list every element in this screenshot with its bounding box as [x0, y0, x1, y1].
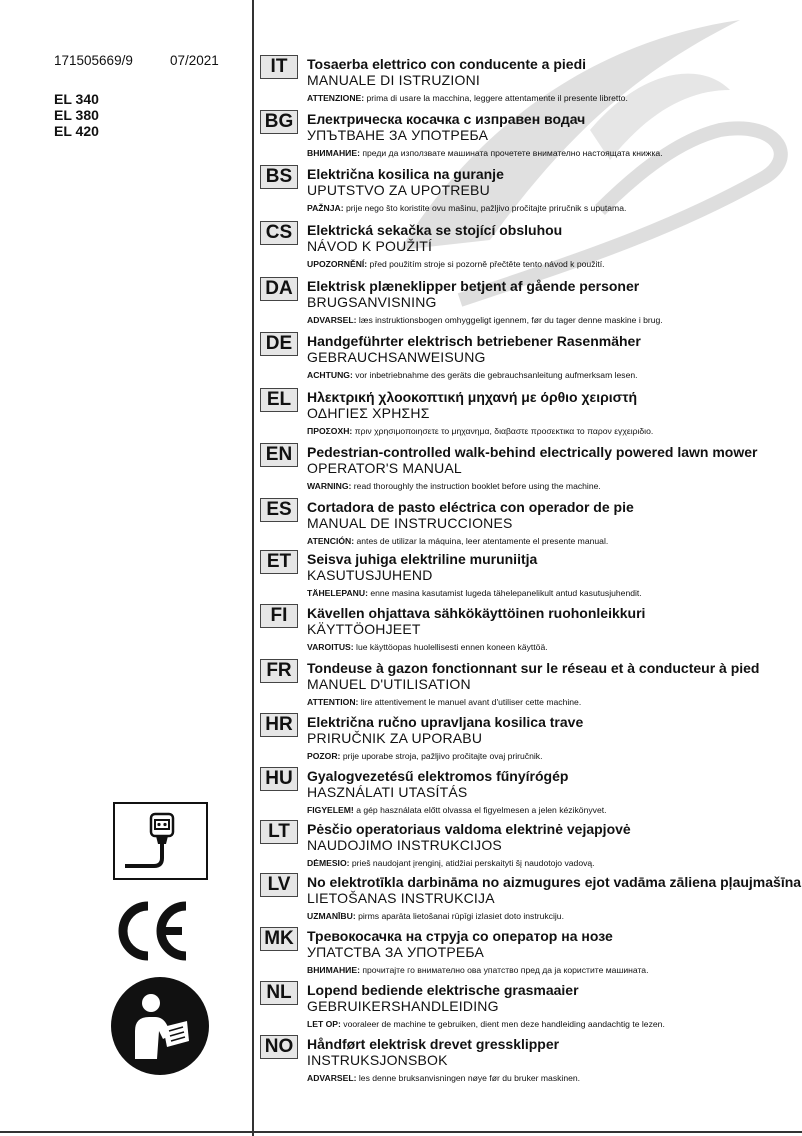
language-warning: [307, 259, 605, 269]
warning-text: antes de utilizar la máquina, leer atentamente el presente manual.: [356, 536, 609, 546]
language-warning: [307, 536, 608, 546]
language-warning: [307, 751, 542, 761]
language-title: Håndført elektrisk drevet gressklipper: [307, 1036, 560, 1052]
warning-label: UPOZORNĚNÍ:: [307, 259, 368, 269]
warning-text: les denne bruksanvisningen nøye før du bruker maskinen.: [358, 1073, 581, 1083]
language-block-hr: [260, 713, 800, 767]
language-subtitle: MANUEL D'UTILISATION: [307, 676, 471, 692]
warning-text: enne masina kasutamist lugeda tähelepanelikult antud kasutusjuhendit.: [370, 588, 642, 598]
bottom-divider: [0, 1131, 802, 1133]
warning-label: ATTENZIONE:: [307, 93, 365, 103]
language-warning: [307, 481, 601, 491]
warning-text: prije nego što koristite ovu mašinu, pažljivo pročitajte priručnik s uputama.: [346, 203, 627, 213]
model-item: EL 420: [54, 123, 99, 139]
language-warning: [307, 315, 663, 325]
language-title: Pėsčio operatoriaus valdoma elektrinė vejapjovė: [307, 821, 631, 837]
language-title: Lopend bediende elektrische grasmaaier: [307, 982, 579, 998]
language-warning: [307, 588, 642, 598]
warning-label: PAŽNJA:: [307, 203, 344, 213]
document-date: 07/2021: [170, 53, 219, 68]
warning-text: prieš naudojant įrenginį, atidžiai perskaityti šį naudotojo vadovą.: [351, 858, 595, 868]
language-code-badge: MK: [260, 927, 298, 951]
warning-label: WARNING:: [307, 481, 352, 491]
ce-mark-icon: [112, 898, 192, 964]
language-title: Električna kosilica na guranje: [307, 166, 504, 182]
warning-label: ACHTUNG:: [307, 370, 353, 380]
language-title: Cortadora de pasto eléctrica con operador de pie: [307, 499, 634, 515]
language-warning: [307, 1019, 665, 1029]
language-code-badge: ES: [260, 498, 298, 522]
warning-text: lire attentivement le manuel avant d'utiliser cette machine.: [360, 697, 582, 707]
language-warning: [307, 1073, 580, 1083]
language-subtitle: UPUTSTVO ZA UPOTREBU: [307, 182, 490, 198]
warning-text: pirms aparāta lietošanai rūpīgi izlasiet doto instrukciju.: [358, 911, 564, 921]
language-code-badge: FR: [260, 659, 298, 683]
language-code-badge: CS: [260, 221, 298, 245]
warning-text: a gép használata előtt olvassa el figyelmesen a jelen kézikönyvet.: [356, 805, 607, 815]
language-title: No elektrotīkla darbināma no aizmugures ejot vadāma zāliena pļaujmašīna: [307, 874, 802, 890]
language-warning: [307, 203, 626, 213]
warning-label: FIGYELEM!: [307, 805, 354, 815]
language-subtitle: PRIRUČNIK ZA UPORABU: [307, 730, 483, 746]
warning-label: UZMANĪBU:: [307, 911, 356, 921]
warning-text: read thoroughly the instruction booklet before using the machine.: [353, 481, 601, 491]
language-subtitle: NAUDOJIMO INSTRUKCIJOS: [307, 837, 502, 853]
language-subtitle: BRUGSANVISNING: [307, 294, 437, 310]
language-block-da: [260, 277, 800, 331]
language-block-et: [260, 550, 800, 604]
language-title: Електрическа косачка с изправен водач: [307, 111, 586, 127]
warning-label: ATTENTION:: [307, 697, 359, 707]
language-subtitle: УПЪТВАНЕ ЗА УПОТРЕБА: [307, 127, 489, 143]
language-title: Gyalogvezetésű elektromos fűnyírógép: [307, 768, 569, 784]
warning-label: ADVARSEL:: [307, 315, 357, 325]
language-block-cs: [260, 221, 800, 275]
language-title: Pedestrian-controlled walk-behind electrically powered lawn mower: [307, 444, 758, 460]
language-subtitle: NÁVOD K POUŽITÍ: [307, 238, 433, 254]
warning-text: læs instruktionsbogen omhyggeligt igennem, før du tager denne maskine i brug.: [358, 315, 663, 325]
language-title: Elektrická sekačka se stojící obsluhou: [307, 222, 563, 238]
language-title: Električna ručno upravljana kosilica trave: [307, 714, 584, 730]
language-code-badge: IT: [260, 55, 298, 79]
warning-label: VAROITUS:: [307, 642, 354, 652]
model-item: EL 380: [54, 107, 99, 123]
language-title: Seisva juhiga elektriline muruniitja: [307, 551, 538, 567]
language-code-badge: LT: [260, 820, 298, 844]
language-code-badge: EL: [260, 388, 298, 412]
language-block-bg: [260, 110, 800, 164]
electric-plug-icon: [113, 802, 208, 880]
language-subtitle: GEBRUIKERSHANDLEIDING: [307, 998, 499, 1014]
model-item: EL 340: [54, 91, 99, 107]
warning-text: lue käyttöopas huolellisesti ennen koneen käyttöä.: [356, 642, 548, 652]
language-block-nl: [260, 981, 800, 1035]
warning-label: ATENCIÓN:: [307, 536, 355, 546]
warning-label: POZOR:: [307, 751, 341, 761]
language-block-de: [260, 332, 800, 386]
warning-text: vor inbetriebnahme des geräts die gebrauchsanleitung aufmerksam lesen.: [355, 370, 638, 380]
language-title: Handgeführter elektrisch betriebener Rasenmäher: [307, 333, 641, 349]
language-code-badge: NL: [260, 981, 298, 1005]
warning-text: прочитајте го внимателно ова упатство пред да ја користите машината.: [362, 965, 649, 975]
language-block-no: [260, 1035, 800, 1089]
language-title: Ηλεκτρική χλοοκοπτική μηχανή με όρθιο χειριστή: [307, 389, 638, 405]
language-warning: [307, 911, 564, 921]
warning-text: πριν χρησιμοποιησετε το μηχανημα, διαβαστε προσεκτικα το παρον εγχειριδιο.: [354, 426, 654, 436]
language-subtitle: KÄYTTÖOHJEET: [307, 621, 421, 637]
language-warning: [307, 93, 628, 103]
language-code-badge: DA: [260, 277, 298, 301]
language-block-en: [260, 443, 800, 497]
warning-label: ADVARSEL:: [307, 1073, 357, 1083]
warning-label: ВНИМАНИЕ:: [307, 965, 360, 975]
language-subtitle: LIETOŠANAS INSTRUKCIJA: [307, 890, 495, 906]
language-block-it: [260, 55, 800, 109]
language-warning: [307, 642, 548, 652]
language-subtitle: ΟΔΗΓΙΕΣ ΧΡΗΣΗΣ: [307, 405, 430, 421]
language-warning: [307, 370, 638, 380]
language-title: Kävellen ohjattava sähkökäyttöinen ruohonleikkuri: [307, 605, 646, 621]
language-code-badge: HU: [260, 767, 298, 791]
language-title: Tondeuse à gazon fonctionnant sur le réseau et à conducteur à pied: [307, 660, 760, 676]
warning-label: ВНИМАНИЕ:: [307, 148, 360, 158]
language-block-lt: [260, 820, 800, 874]
warning-text: před použitím stroje si pozorně přečtěte tento návod k použití.: [369, 259, 605, 269]
language-block-fi: [260, 604, 800, 658]
language-subtitle: УПАТСТВА ЗА УПОТРЕБА: [307, 944, 485, 960]
language-warning: [307, 858, 595, 868]
read-manual-icon: [109, 975, 211, 1077]
language-block-hu: [260, 767, 800, 821]
warning-text: prima di usare la macchina, leggere attentamente il presente libretto.: [366, 93, 628, 103]
language-code-badge: BG: [260, 110, 298, 134]
language-code-badge: DE: [260, 332, 298, 356]
language-block-mk: [260, 927, 800, 981]
language-title: Elektrisk plæneklipper betjent af gående personer: [307, 278, 640, 294]
language-warning: [307, 426, 653, 436]
language-code-badge: LV: [260, 873, 298, 897]
language-subtitle: INSTRUKSJONSBOK: [307, 1052, 448, 1068]
document-meta: [54, 53, 219, 68]
model-list: [54, 91, 99, 139]
warning-label: DĖMESIO:: [307, 858, 350, 868]
language-block-lv: [260, 873, 800, 927]
warning-label: TÄHELEPANU:: [307, 588, 368, 598]
language-subtitle: GEBRAUCHSANWEISUNG: [307, 349, 486, 365]
language-subtitle: HASZNÁLATI UTASÍTÁS: [307, 784, 468, 800]
warning-label: LET OP:: [307, 1019, 341, 1029]
language-code-badge: NO: [260, 1035, 298, 1059]
language-block-es: [260, 498, 800, 552]
language-subtitle: MANUALE DI ISTRUZIONI: [307, 72, 480, 88]
column-divider: [252, 0, 254, 1136]
warning-text: vooraleer de machine te gebruiken, dient men deze handleiding aandachtig te lezen.: [343, 1019, 665, 1029]
language-subtitle: MANUAL DE INSTRUCCIONES: [307, 515, 513, 531]
language-block-el: [260, 388, 800, 442]
language-code-badge: EN: [260, 443, 298, 467]
language-warning: [307, 965, 648, 975]
language-subtitle: KASUTUSJUHEND: [307, 567, 433, 583]
warning-text: преди да използвате машината прочетете внимателно настоящата книжка.: [362, 148, 663, 158]
language-warning: [307, 148, 663, 158]
language-title: Tosaerba elettrico con conducente a piedi: [307, 56, 587, 72]
language-block-bs: [260, 165, 800, 219]
warning-label: ΠΡΟΣΟΧΗ:: [307, 426, 353, 436]
language-title: Тревокосачка на струја со оператор на нозе: [307, 928, 613, 944]
language-code-badge: HR: [260, 713, 298, 737]
language-code-badge: ET: [260, 550, 298, 574]
warning-text: prije uporabe stroja, pažljivo pročitajte ovaj priručnik.: [342, 751, 543, 761]
language-warning: [307, 805, 607, 815]
language-block-fr: [260, 659, 800, 713]
language-subtitle: OPERATOR'S MANUAL: [307, 460, 462, 476]
language-code-badge: FI: [260, 604, 298, 628]
document-code: 171505669/9: [54, 53, 133, 68]
language-warning: [307, 697, 581, 707]
language-code-badge: BS: [260, 165, 298, 189]
